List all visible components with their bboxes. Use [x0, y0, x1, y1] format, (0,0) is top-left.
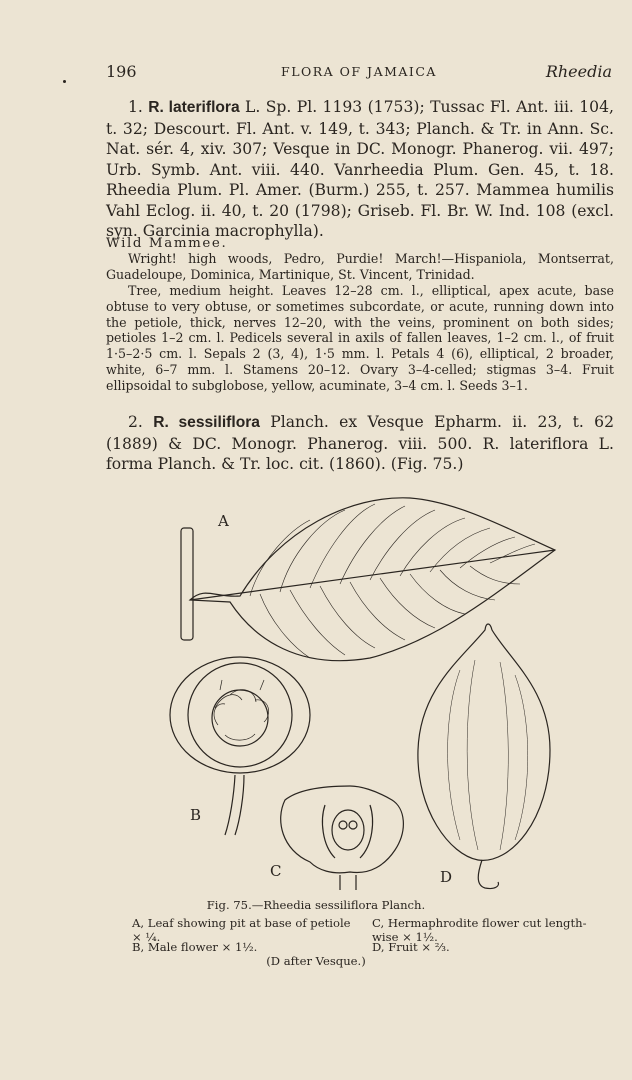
fruit-drawing	[418, 624, 550, 889]
hermaphrodite-flower-drawing	[281, 786, 404, 890]
genus-heading: Rheedia	[545, 62, 612, 81]
figure-label-b: B	[190, 806, 202, 824]
distribution-text: Wright! high woods, Pedro, Purdie! March!—Hispaniola, Montserrat, Guadeloupe, Dominica, Martinique, St. Vincent, Trinidad.	[106, 251, 614, 282]
species-1-number: 1.	[128, 98, 143, 116]
figure-label-a: A	[218, 512, 229, 530]
species-1-entry	[106, 97, 614, 242]
leaf-drawing	[181, 498, 555, 661]
species-1-name: R. lateriflora	[148, 99, 240, 116]
figure-label-d: D	[440, 868, 453, 886]
figure-caption-c: C, Hermaphrodite flower cut length-wise × 1½.	[372, 916, 587, 944]
figure-caption-note: (D after Vesque.)	[266, 954, 366, 968]
page-number: 196	[106, 62, 137, 81]
common-name: Wild Mammee.	[106, 236, 228, 251]
figure-caption-b: B, Male flower × 1½.	[132, 940, 258, 954]
figure-caption-d: D, Fruit × ⅔.	[372, 940, 450, 954]
species-2-citation: Planch. ex Vesque Epharm. ii. 23, t. 62 (1889) & DC. Monogr. Phanerog. viii. 500. R. lateriflora L. forma Planch. & Tr. loc. cit. (1860). (Fig. 75.)	[106, 413, 614, 473]
species-2-name: R. sessiliflora	[153, 414, 260, 431]
figure-label-c: C	[270, 862, 282, 880]
running-header	[106, 62, 612, 84]
species-1-citation: L. Sp. Pl. 1193 (1753); Tussac Fl. Ant. iii. 104, t. 32; Descourt. Fl. Ant. v. 149, t. 343; Planch. & Tr. in Ann. Sc. Nat. sér. 4, xiv. 307; Vesque in DC. Monogr. Phanerog. vii. 497; Urb. Symb. Ant. viii. 440. Vanrheedia Plum. Gen. 45, t. 18. Rheedia Plum. Pl. Amer. (Burm.) 255, t. 257. Mammea humilis Vahl Eclog. ii. 40, t. 20 (1798); Griseb. Fl. Br. W. Ind. 108 (excl. syn. Garcinia macrophylla).	[106, 98, 614, 240]
botanical-illustration	[160, 490, 580, 900]
figure-caption-a: A, Leaf showing pit at base of petiole × ¼.	[132, 916, 351, 944]
species-2-number: 2.	[128, 413, 143, 431]
figure-caption-title: Fig. 75.—Rheedia sessiliflora Planch.	[206, 898, 426, 912]
running-title: FLORA OF JAMAICA	[281, 64, 437, 79]
description-text: Tree, medium height. Leaves 12–28 cm. l., elliptical, apex acute, base obtuse to very obtuse, or sometimes subcordate, or acute, running down into the petiole, thick, nerves 12–20, with the veins, prominent on both sides; petioles 1–2 cm. l. Pedicels several in axils of fallen leaves, 1–2 cm. l., of fruit 1·5–2·5 cm. l. Sepals 2 (3, 4), 1·5 mm. l. Petals 4 (6), elliptical, 2 broader, white, 6–7 mm. l. Stamens 20–12. Ovary 3–4-celled; stigmas 3–4. Fruit ellipsoidal to subglobose, yellow, acuminate, 3–4 cm. l. Seeds 3–1.	[106, 283, 614, 393]
margin-dot	[63, 80, 66, 83]
species-2-entry	[106, 412, 614, 475]
